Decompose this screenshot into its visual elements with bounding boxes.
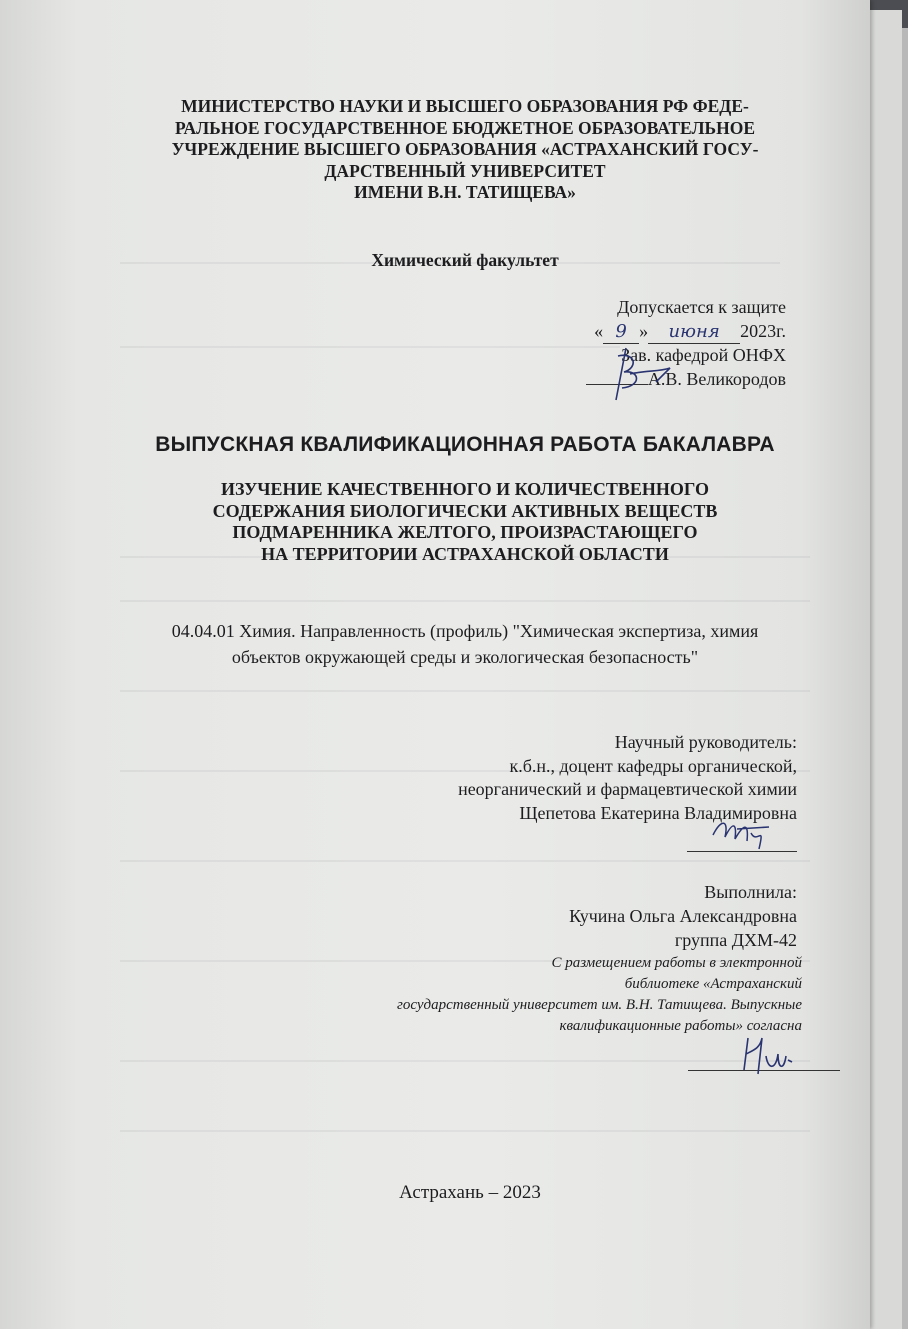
supervisor-department: неорганический и фармацевтической химии	[458, 779, 797, 799]
library-consent	[242, 953, 802, 1037]
title-line: ИЗУЧЕНИЕ КАЧЕСТВЕННОГО И КОЛИЧЕСТВЕННОГО	[221, 479, 709, 499]
ministry-line: УЧРЕЖДЕНИЕ ВЫСШЕГО ОБРАЗОВАНИЯ «АСТРАХАНСКИЙ ГОСУ-	[171, 139, 759, 159]
faculty-name: Химический факультет	[371, 250, 559, 270]
head-signature	[596, 342, 686, 406]
author-block	[317, 880, 797, 952]
ministry-header	[100, 96, 830, 204]
ministry-line: ИМЕНИ В.Н. ТАТИЩЕВА»	[354, 182, 576, 202]
date-day: 9	[603, 320, 639, 345]
approval-signature-line	[446, 368, 786, 392]
author-signature	[738, 1030, 818, 1082]
title-line: НА ТЕРРИТОРИИ АСТРАХАНСКОЙ ОБЛАСТИ	[261, 543, 669, 564]
supervisor-block	[317, 731, 797, 859]
supervisor-label: Научный руководитель:	[614, 732, 797, 752]
work-type-heading: ВЫПУСКНАЯ КВАЛИФИКАЦИОННАЯ РАБОТА БАКАЛАВРА	[155, 433, 775, 456]
supervisor-name: Щепетова Екатерина Владимировна	[519, 802, 797, 823]
approval-position: Зав. кафедрой ОНФХ	[621, 345, 786, 365]
show-through-line	[120, 690, 810, 692]
specialty-text	[80, 618, 850, 670]
approval-admitted: Допускается к защите	[617, 297, 786, 317]
signature-underline	[687, 829, 797, 852]
supervisor-degree: к.б.н., доцент кафедры органической,	[509, 755, 797, 776]
show-through-line	[120, 860, 810, 862]
approval-date: « 9 » июня 2023г.	[446, 320, 786, 345]
approval-block	[446, 296, 786, 391]
head-name: А.В. Великородов	[647, 368, 786, 389]
thesis-title	[90, 479, 840, 565]
show-through-line	[120, 1130, 810, 1132]
title-line: ПОДМАРЕННИКА ЖЕЛТОГО, ПРОИЗРАСТАЮЩЕГО	[232, 522, 698, 542]
ministry-line: МИНИСТЕРСТВО НАУКИ И ВЫСШЕГО ОБРАЗОВАНИЯ РФ ФЕДЕ-	[181, 96, 749, 116]
city-year: Астрахань – 2023	[399, 1182, 541, 1203]
author-label: Выполнила:	[704, 882, 797, 902]
ministry-line: РАЛЬНОЕ ГОСУДАРСТВЕННОЕ БЮДЖЕТНОЕ ОБРАЗОВАТЕЛЬНОЕ	[175, 117, 755, 138]
title-line: СОДЕРЖАНИЯ БИОЛОГИЧЕСКИ АКТИВНЫХ ВЕЩЕСТВ	[212, 500, 718, 521]
author-name: Кучина Ольга Александровна	[569, 906, 797, 926]
supervisor-signature-line	[317, 829, 797, 859]
consent-line: квалификационные работы» согласна	[559, 1018, 802, 1034]
show-through-line	[120, 600, 810, 602]
specialty-line: объектов окружающей среды и экологическая безопасность"	[231, 647, 699, 667]
specialty-line: 04.04.01 Химия. Направленность (профиль) "Химическая экспертиза, химия	[171, 621, 759, 641]
ministry-line: ДАРСТВЕННЫЙ УНИВЕРСИТЕТ	[324, 160, 606, 181]
consent-line: библиотеке «Астраханский	[624, 976, 802, 992]
date-month: июня	[648, 320, 740, 345]
author-signature-line	[688, 1030, 840, 1071]
consent-line: С размещением работы в электронной	[551, 955, 802, 971]
consent-line: государственный университет им. В.Н. Татищева. Выпускные	[397, 997, 802, 1013]
date-year: 2023г.	[740, 320, 786, 341]
author-group: группа ДХМ-42	[674, 930, 797, 950]
supervisor-signature	[707, 815, 777, 851]
